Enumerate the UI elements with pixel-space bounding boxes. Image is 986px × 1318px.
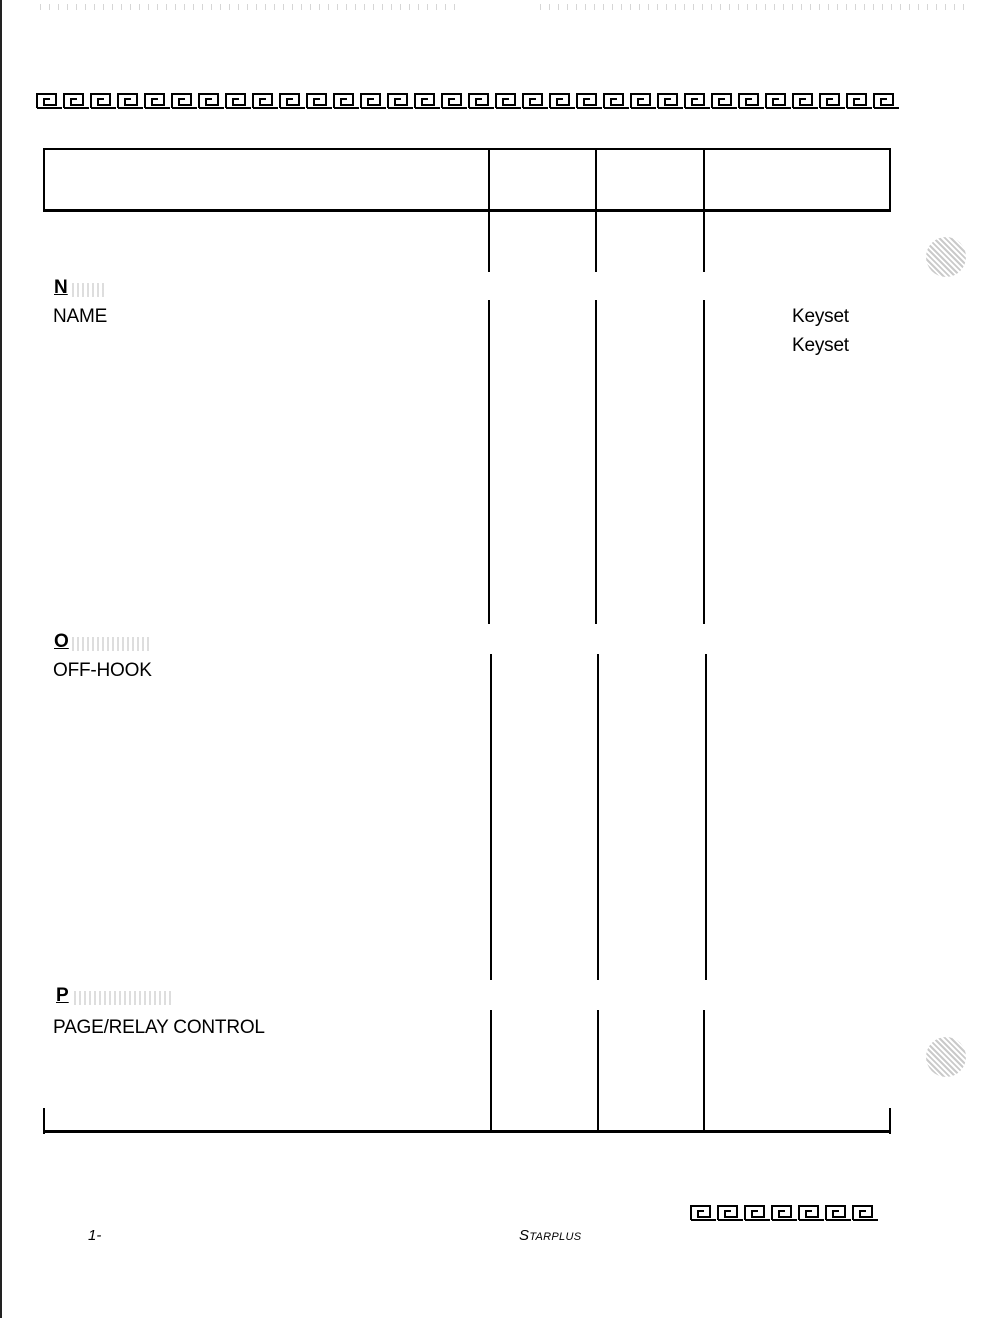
key-pattern-unit [772,1206,797,1220]
key-pattern-unit [64,94,89,108]
key-pattern-unit [496,94,521,108]
key-pattern-unit [739,94,764,108]
feature-name-cell: NAME [53,306,108,327]
key-pattern-unit [415,94,440,108]
key-pattern-unit [604,94,629,108]
key-pattern-unit [172,94,197,108]
key-pattern-unit [712,94,737,108]
section-heading-n: N [54,277,68,298]
product-title-rest: TARPLUS [529,1231,582,1243]
key-pattern-unit [523,94,548,108]
key-pattern-unit [307,94,332,108]
top-key-pattern-band [36,93,904,109]
column-divider [595,300,597,624]
key-pattern-unit [37,94,62,108]
column-divider [597,654,599,980]
key-pattern-unit [334,94,359,108]
scan-noise [540,4,970,10]
section-heading-o-faded [72,637,152,651]
product-title-initial: S [519,1227,530,1244]
key-pattern-unit [280,94,305,108]
key-pattern-unit [691,1206,716,1220]
key-pattern-unit [361,94,386,108]
key-pattern-unit [745,1206,770,1220]
bottom-key-pattern-band [690,1205,904,1221]
feature-name-cell: OFF-HOOK [53,660,152,681]
feature-name-cell: PAGE/RELAY CONTROL [53,1017,265,1038]
table-bottom-rule [43,1130,891,1133]
key-pattern-unit [199,94,224,108]
key-pattern-unit [388,94,413,108]
registration-mark-icon [926,237,966,277]
column-divider [488,300,490,624]
page-number: 1- [88,1227,102,1244]
feature-table [43,148,891,1134]
key-pattern-unit [793,94,818,108]
column-divider [703,148,705,272]
column-divider [490,654,492,980]
scan-noise [40,4,460,10]
column-divider [703,300,705,624]
key-pattern-unit [718,1206,743,1220]
key-pattern-unit [631,94,656,108]
key-pattern-unit [853,1206,878,1220]
key-pattern-unit [847,94,872,108]
column-divider [597,1010,599,1132]
section-heading-p: P [56,985,69,1006]
registration-mark-icon [926,1037,966,1077]
key-pattern-unit [442,94,467,108]
table-header-rule [43,209,891,212]
key-pattern-unit [550,94,575,108]
key-pattern-unit [145,94,170,108]
section-heading-n-faded [72,283,106,297]
section-heading-p-faded [74,991,174,1005]
table-left-border [43,1108,45,1134]
notes-cell: Keyset [792,335,849,356]
key-pattern-unit [226,94,251,108]
section-heading-o: O [54,631,69,652]
key-pattern-unit [658,94,683,108]
key-pattern-unit [469,94,494,108]
table-right-border [889,1108,891,1134]
column-divider [595,148,597,272]
column-divider [703,1010,705,1132]
key-pattern-unit [91,94,116,108]
key-pattern-unit [766,94,791,108]
product-title [519,1227,581,1244]
key-pattern-unit [820,94,845,108]
column-divider [705,654,707,980]
key-pattern-unit [577,94,602,108]
table-top-rule [43,148,891,150]
key-pattern-unit [799,1206,824,1220]
notes-cell: Keyset [792,306,849,327]
column-divider [488,148,490,272]
key-pattern-unit [685,94,710,108]
table-left-border [43,148,45,212]
column-divider [490,1010,492,1132]
key-pattern-unit [874,94,899,108]
key-pattern-unit [826,1206,851,1220]
page-left-edge [0,0,2,1318]
key-pattern-unit [118,94,143,108]
key-pattern-unit [253,94,278,108]
table-right-border [889,148,891,212]
